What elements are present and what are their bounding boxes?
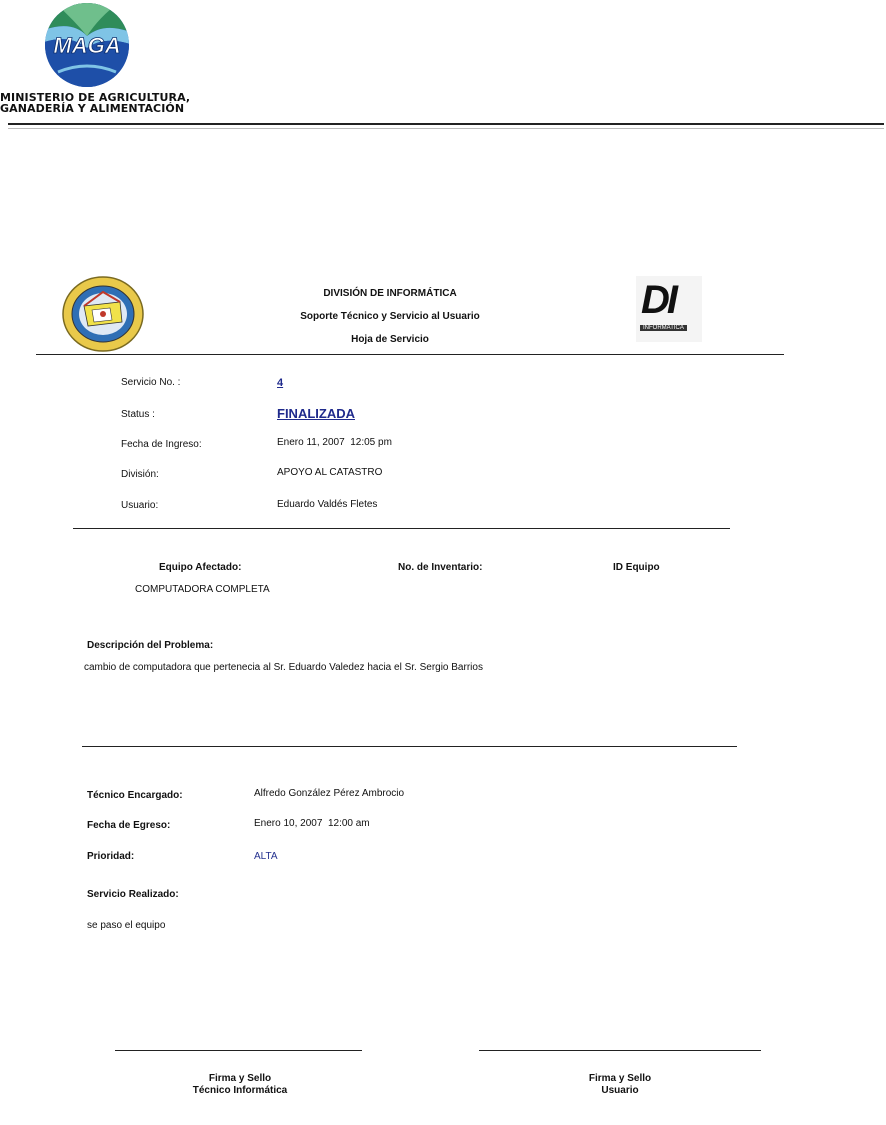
signature-line-user <box>479 1050 761 1051</box>
entry-date-value: Enero 11, 2007 12:05 pm <box>277 437 392 448</box>
user-value: Eduardo Valdés Fletes <box>277 499 378 510</box>
technician-label: Técnico Encargado: <box>87 790 183 801</box>
maga-logo <box>44 2 130 88</box>
service-number-value: 4 <box>277 377 284 389</box>
entry-date-label: Fecha de Ingreso: <box>121 439 202 450</box>
signature-technician-line2: Técnico Informática <box>192 1085 288 1096</box>
division-label: División: <box>121 469 159 480</box>
maga-emblem-icon <box>44 2 130 88</box>
letterhead-divider-shadow <box>8 128 884 129</box>
equipment-affected-label: Equipo Afectado: <box>159 562 242 573</box>
problem-label: Descripción del Problema: <box>87 640 214 651</box>
service-performed-label: Servicio Realizado: <box>87 889 179 900</box>
di-logo-text: DI <box>641 278 675 322</box>
exit-date-value: Enero 10, 2007 12:00 am <box>254 818 370 829</box>
seal-icon <box>62 276 144 352</box>
technician-value: Alfredo González Pérez Ambrocio <box>254 788 405 799</box>
equipment-affected-value: COMPUTADORA COMPLETA <box>135 584 270 595</box>
user-label: Usuario: <box>121 500 159 511</box>
status-value: FINALIZADA <box>277 406 355 421</box>
division-value: APOYO AL CATASTRO <box>277 467 383 478</box>
service-performed-text: se paso el equipo <box>87 920 166 931</box>
service-number-label: Servicio No. : <box>121 377 181 388</box>
di-logo <box>636 276 702 342</box>
signature-user-line2: Usuario <box>601 1085 639 1096</box>
ministry-line2: GANADERÍA Y ALIMENTACIÓN <box>0 102 185 115</box>
exit-date-label: Fecha de Egreso: <box>87 820 171 831</box>
form-title: DIVISIÓN DE INFORMÁTICA <box>323 288 457 299</box>
inventory-label: No. de Inventario: <box>398 562 483 573</box>
maga-logo-text: MAGA <box>53 33 121 58</box>
government-seal <box>62 276 144 352</box>
service-divider <box>73 528 730 529</box>
signature-technician-line1: Firma y Sello <box>208 1073 272 1084</box>
form-doc-type: Hoja de Servicio <box>351 334 429 345</box>
signature-user-line1: Firma y Sello <box>588 1073 652 1084</box>
form-subtitle: Soporte Técnico y Servicio al Usuario <box>300 311 480 322</box>
ministry-line1: MINISTERIO DE AGRICULTURA, <box>0 91 191 104</box>
problem-text: cambio de computadora que pertenecia al Sr. Eduardo Valedez hacia el Sr. Sergio Barrios <box>84 662 483 673</box>
form-header-divider <box>36 354 784 355</box>
priority-value: ALTA <box>254 851 278 862</box>
problem-divider <box>82 746 737 747</box>
signature-line-technician <box>115 1050 362 1051</box>
priority-label: Prioridad: <box>87 851 135 862</box>
equipment-id-label: ID Equipo <box>613 562 660 573</box>
status-label: Status : <box>121 409 155 420</box>
di-logo-caption: INFORMATICA <box>640 325 687 331</box>
letterhead-divider <box>8 123 884 125</box>
